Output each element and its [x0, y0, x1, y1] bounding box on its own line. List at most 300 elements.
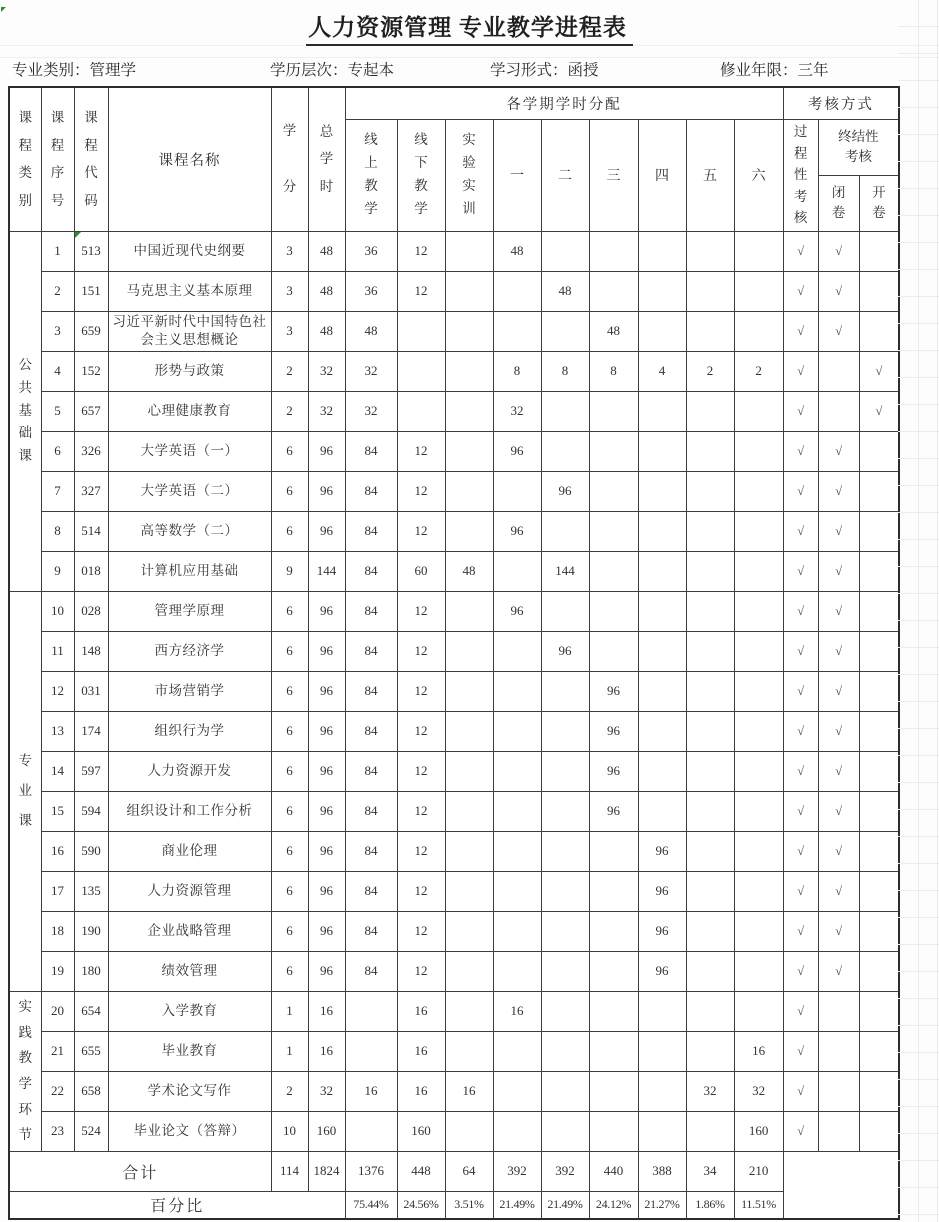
cell-sem-5 [686, 391, 734, 431]
cell-sem-3 [589, 831, 638, 871]
cell-open-check [859, 911, 899, 951]
cell-sem-2 [541, 911, 589, 951]
cell-course-name: 西方经济学 [108, 631, 271, 671]
cell-closed-check: √ [818, 751, 859, 791]
course-row [9, 1031, 899, 1071]
cell-lab-hours [445, 751, 493, 791]
cell-process-check: √ [783, 311, 818, 351]
cell-closed-check: √ [818, 511, 859, 551]
cell-sem-5 [686, 591, 734, 631]
cell-credits: 9 [271, 551, 308, 591]
cell-sem-2 [541, 311, 589, 351]
cell-sem-3 [589, 431, 638, 471]
page-title: 人力资源管理 专业教学进程表 [306, 9, 633, 46]
header-semester-2: 二 [541, 119, 589, 231]
cell-credits: 6 [271, 911, 308, 951]
header-lab-training [445, 119, 493, 231]
cell-sem-3: 96 [589, 791, 638, 831]
cell-total-hours: 96 [308, 431, 345, 471]
cell-sem-1: 96 [493, 511, 541, 551]
cell-sem-5 [686, 231, 734, 271]
cell-sem-1 [493, 631, 541, 671]
cell-sem-3 [589, 1111, 638, 1151]
cell-code: 151 [74, 271, 108, 311]
total-value: 1376 [345, 1151, 397, 1191]
cell-credits: 3 [271, 271, 308, 311]
cell-sem-5 [686, 911, 734, 951]
cell-sem-3 [589, 631, 638, 671]
cell-sem-4 [638, 551, 686, 591]
cell-process-check: √ [783, 671, 818, 711]
cell-lab-hours [445, 351, 493, 391]
cell-lab-hours [445, 471, 493, 511]
cell-sem-1 [493, 311, 541, 351]
header-open-book [859, 175, 899, 231]
cell-total-hours: 96 [308, 471, 345, 511]
cell-course-name: 心理健康教育 [108, 391, 271, 431]
cell-lab-hours [445, 591, 493, 631]
cell-online-hours: 16 [345, 1071, 397, 1111]
cell-credits: 6 [271, 671, 308, 711]
cell-open-check [859, 591, 899, 631]
cell-sem-5 [686, 991, 734, 1031]
cell-closed-check: √ [818, 671, 859, 711]
course-row [9, 1071, 899, 1111]
cell-course-name: 入学教育 [108, 991, 271, 1031]
cell-sem-3 [589, 551, 638, 591]
cell-seq: 17 [41, 871, 74, 911]
cell-lab-hours [445, 1111, 493, 1151]
cell-seq: 7 [41, 471, 74, 511]
cell-sem-1: 96 [493, 431, 541, 471]
cell-credits: 2 [271, 1071, 308, 1111]
cell-seq: 6 [41, 431, 74, 471]
header-offline-label: 线下教学 [414, 132, 428, 216]
header-online-teaching [345, 119, 397, 231]
cell-sem-4: 96 [638, 831, 686, 871]
cell-course-name: 形势与政策 [108, 351, 271, 391]
cell-sem-2 [541, 871, 589, 911]
course-row [9, 351, 899, 391]
cell-sem-2: 96 [541, 631, 589, 671]
cell-sem-4: 96 [638, 871, 686, 911]
cell-closed-check: √ [818, 471, 859, 511]
total-value: 388 [638, 1151, 686, 1191]
header-total-hours-label: 总学时 [319, 123, 334, 195]
cell-closed-check: √ [818, 871, 859, 911]
cell-sem-3: 8 [589, 351, 638, 391]
cell-sem-5 [686, 631, 734, 671]
cell-online-hours: 84 [345, 711, 397, 751]
cell-sem-1 [493, 1031, 541, 1071]
cell-sem-2: 48 [541, 271, 589, 311]
cell-lab-hours [445, 431, 493, 471]
cell-code: 590 [74, 831, 108, 871]
info-education-level [270, 58, 394, 80]
cell-seq: 13 [41, 711, 74, 751]
cell-sem-1: 32 [493, 391, 541, 431]
cell-closed-check: √ [818, 911, 859, 951]
cell-open-check [859, 431, 899, 471]
cell-seq: 21 [41, 1031, 74, 1071]
info-value: 函授 [567, 62, 599, 79]
cell-sem-2 [541, 991, 589, 1031]
header-semester-4: 四 [638, 119, 686, 231]
cell-credits: 6 [271, 711, 308, 751]
category-label: 实践教学环节 [18, 999, 32, 1143]
cell-code: 594 [74, 791, 108, 831]
cell-seq: 9 [41, 551, 74, 591]
cell-sem-6 [734, 311, 783, 351]
cell-offline-hours: 12 [397, 831, 445, 871]
cell-sem-5 [686, 431, 734, 471]
cell-offline-hours: 160 [397, 1111, 445, 1151]
cell-process-check: √ [783, 391, 818, 431]
cell-sem-4 [638, 631, 686, 671]
cell-code: 659 [74, 311, 108, 351]
cell-offline-hours: 12 [397, 671, 445, 711]
header-course-name: 课程名称 [108, 87, 271, 231]
cell-sem-2: 144 [541, 551, 589, 591]
total-label: 合计 [9, 1151, 271, 1191]
cell-sem-3 [589, 1071, 638, 1111]
cell-lab-hours [445, 511, 493, 551]
cell-total-hours: 96 [308, 951, 345, 991]
course-row [9, 391, 899, 431]
cell-closed-check: √ [818, 231, 859, 271]
cell-sem-1 [493, 791, 541, 831]
course-rows [9, 231, 899, 1151]
header-semester-5: 五 [686, 119, 734, 231]
cell-closed-check [818, 991, 859, 1031]
cell-process-check: √ [783, 871, 818, 911]
cell-sem-4 [638, 471, 686, 511]
cell-credits: 6 [271, 831, 308, 871]
cell-open-check [859, 671, 899, 711]
cell-lab-hours [445, 631, 493, 671]
category-cell [9, 991, 41, 1151]
cell-online-hours: 48 [345, 311, 397, 351]
cell-open-check [859, 551, 899, 591]
header-course-category [9, 87, 41, 231]
cell-total-hours: 96 [308, 751, 345, 791]
cell-course-name: 人力资源开发 [108, 751, 271, 791]
cell-online-hours: 84 [345, 471, 397, 511]
cell-open-check [859, 511, 899, 551]
cell-sem-5 [686, 511, 734, 551]
cell-course-name: 马克思主义基本原理 [108, 271, 271, 311]
cell-process-check: √ [783, 551, 818, 591]
percent-value: 24.56% [397, 1191, 445, 1219]
cell-sem-5 [686, 951, 734, 991]
cell-closed-check [818, 1111, 859, 1151]
cell-code: 327 [74, 471, 108, 511]
cell-code: 326 [74, 431, 108, 471]
cell-sem-2 [541, 431, 589, 471]
cell-offline-hours: 12 [397, 631, 445, 671]
header-open-book-label: 开卷 [872, 184, 886, 220]
cell-sem-5 [686, 311, 734, 351]
cell-process-check: √ [783, 711, 818, 751]
cell-offline-hours: 12 [397, 751, 445, 791]
cell-lab-hours [445, 1031, 493, 1071]
cell-sem-2 [541, 231, 589, 271]
percent-value: 3.51% [445, 1191, 493, 1219]
cell-sem-1 [493, 1071, 541, 1111]
cell-sem-1 [493, 951, 541, 991]
cell-credits: 2 [271, 391, 308, 431]
cell-credits: 6 [271, 511, 308, 551]
cell-sem-3 [589, 951, 638, 991]
category-label: 公共基础课 [18, 356, 32, 464]
cell-total-hours: 96 [308, 511, 345, 551]
cell-sem-2 [541, 511, 589, 551]
course-row [9, 231, 899, 271]
cell-process-check: √ [783, 831, 818, 871]
cell-seq: 12 [41, 671, 74, 711]
percent-row [9, 1191, 899, 1219]
info-value: 三年 [797, 62, 829, 79]
cell-sem-4 [638, 1031, 686, 1071]
cell-total-hours: 96 [308, 631, 345, 671]
info-study-form [490, 58, 599, 80]
cell-closed-check [818, 1031, 859, 1071]
cell-open-check [859, 871, 899, 911]
header-closed-book-label: 闭卷 [831, 184, 846, 220]
curriculum-table [8, 86, 900, 1220]
cell-sem-5 [686, 551, 734, 591]
cell-total-hours: 160 [308, 1111, 345, 1151]
cell-course-name: 绩效管理 [108, 951, 271, 991]
cell-sem-5 [686, 791, 734, 831]
cell-closed-check: √ [818, 591, 859, 631]
course-row [9, 591, 899, 631]
cell-open-check [859, 751, 899, 791]
cell-code: 031 [74, 671, 108, 711]
cell-course-name: 学术论文写作 [108, 1071, 271, 1111]
cell-offline-hours: 16 [397, 1071, 445, 1111]
cell-course-name: 毕业论文（答辩） [108, 1111, 271, 1151]
cell-course-name: 毕业教育 [108, 1031, 271, 1071]
cell-open-check [859, 471, 899, 511]
cell-total-hours: 144 [308, 551, 345, 591]
cell-seq: 8 [41, 511, 74, 551]
cell-lab-hours [445, 951, 493, 991]
info-value: 管理学 [89, 62, 137, 79]
cell-process-check: √ [783, 471, 818, 511]
cell-sem-3 [589, 471, 638, 511]
cell-sem-5 [686, 1111, 734, 1151]
cell-lab-hours: 16 [445, 1071, 493, 1111]
cell-open-check [859, 271, 899, 311]
cell-sem-3 [589, 871, 638, 911]
cell-process-check: √ [783, 271, 818, 311]
cell-total-hours: 96 [308, 671, 345, 711]
cell-code: 597 [74, 751, 108, 791]
cell-process-check: √ [783, 431, 818, 471]
cell-sem-5 [686, 1031, 734, 1071]
cell-total-hours: 48 [308, 311, 345, 351]
cell-sem-1: 96 [493, 591, 541, 631]
cell-closed-check [818, 351, 859, 391]
cell-sem-5 [686, 831, 734, 871]
cell-sem-3 [589, 391, 638, 431]
cell-sem-2 [541, 791, 589, 831]
cell-sem-4 [638, 791, 686, 831]
header-course-code [74, 87, 108, 231]
cell-code: 152 [74, 351, 108, 391]
cell-seq: 15 [41, 791, 74, 831]
course-row [9, 751, 899, 791]
cell-open-check [859, 1031, 899, 1071]
cell-seq: 10 [41, 591, 74, 631]
cell-course-name: 计算机应用基础 [108, 551, 271, 591]
cell-closed-check: √ [818, 711, 859, 751]
cell-online-hours: 84 [345, 871, 397, 911]
cell-sem-3 [589, 991, 638, 1031]
cell-course-name: 中国近现代史纲要 [108, 231, 271, 271]
percent-value: 75.44% [345, 1191, 397, 1219]
cell-sem-4 [638, 591, 686, 631]
cell-sem-4 [638, 511, 686, 551]
cell-offline-hours: 12 [397, 951, 445, 991]
percent-value: 11.51% [734, 1191, 783, 1219]
cell-closed-check: √ [818, 551, 859, 591]
cell-process-check: √ [783, 1071, 818, 1111]
cell-code: 148 [74, 631, 108, 671]
cell-online-hours: 84 [345, 831, 397, 871]
cell-lab-hours [445, 311, 493, 351]
cell-sem-6 [734, 591, 783, 631]
header-credits-label: 学分 [282, 122, 297, 195]
cell-sem-4 [638, 1111, 686, 1151]
cell-offline-hours: 16 [397, 1031, 445, 1071]
cell-online-hours: 84 [345, 751, 397, 791]
cell-offline-hours: 12 [397, 471, 445, 511]
cell-seq: 20 [41, 991, 74, 1031]
cell-sem-6: 16 [734, 1031, 783, 1071]
cell-sem-5 [686, 871, 734, 911]
cell-online-hours: 36 [345, 271, 397, 311]
cell-process-check: √ [783, 991, 818, 1031]
program-info-row [8, 52, 931, 86]
cell-online-hours [345, 1111, 397, 1151]
header-semester-6: 六 [734, 119, 783, 231]
info-major-category [12, 58, 136, 80]
cell-course-name: 市场营销学 [108, 671, 271, 711]
cell-course-name: 组织设计和工作分析 [108, 791, 271, 831]
cell-sem-2 [541, 1111, 589, 1151]
cell-sem-4 [638, 271, 686, 311]
cell-online-hours: 84 [345, 951, 397, 991]
header-total-hours [308, 87, 345, 231]
total-value: 64 [445, 1151, 493, 1191]
cell-credits: 2 [271, 351, 308, 391]
cell-sem-2: 8 [541, 351, 589, 391]
cell-lab-hours [445, 231, 493, 271]
header-semester-3: 三 [589, 119, 638, 231]
cell-code: 514 [74, 511, 108, 551]
cell-offline-hours [397, 391, 445, 431]
cell-sem-2 [541, 391, 589, 431]
header-credits [271, 87, 308, 231]
cell-sem-6 [734, 751, 783, 791]
percent-value: 1.86% [686, 1191, 734, 1219]
cell-lab-hours: 48 [445, 551, 493, 591]
header-semester-allocation: 各学期学时分配 [345, 87, 783, 119]
cell-code: 180 [74, 951, 108, 991]
cell-sem-4 [638, 751, 686, 791]
cell-sem-5: 2 [686, 351, 734, 391]
cell-open-check [859, 311, 899, 351]
cell-seq: 22 [41, 1071, 74, 1111]
header-process-assessment [783, 119, 818, 231]
cell-total-hours: 32 [308, 351, 345, 391]
cell-closed-check: √ [818, 271, 859, 311]
cell-sem-6 [734, 271, 783, 311]
cell-open-check [859, 951, 899, 991]
cell-sem-1 [493, 911, 541, 951]
cell-process-check: √ [783, 231, 818, 271]
cell-sem-6: 2 [734, 351, 783, 391]
cell-seq: 4 [41, 351, 74, 391]
cell-total-hours: 48 [308, 231, 345, 271]
cell-sem-5 [686, 471, 734, 511]
cell-offline-hours: 12 [397, 231, 445, 271]
cell-offline-hours: 12 [397, 711, 445, 751]
cell-online-hours [345, 991, 397, 1031]
cell-closed-check: √ [818, 431, 859, 471]
cell-sem-6 [734, 991, 783, 1031]
course-row [9, 791, 899, 831]
cell-code: 657 [74, 391, 108, 431]
cell-sem-3 [589, 911, 638, 951]
cell-sem-6 [734, 631, 783, 671]
info-label: 修业年限： [720, 62, 798, 79]
cell-sem-1 [493, 671, 541, 711]
cell-sem-1 [493, 871, 541, 911]
cell-seq: 14 [41, 751, 74, 791]
cell-offline-hours: 12 [397, 911, 445, 951]
header-lab-label: 实验实训 [462, 132, 476, 216]
cell-sem-4 [638, 711, 686, 751]
cell-offline-hours [397, 351, 445, 391]
cell-open-check [859, 231, 899, 271]
cell-online-hours: 84 [345, 551, 397, 591]
cell-lab-hours [445, 671, 493, 711]
cell-sem-5 [686, 271, 734, 311]
cell-sem-4 [638, 231, 686, 271]
cell-online-hours: 84 [345, 591, 397, 631]
margin-gridline-vertical [937, 0, 938, 1222]
cell-code: 190 [74, 911, 108, 951]
course-row [9, 991, 899, 1031]
header-final-label: 终结性考核 [838, 128, 879, 164]
header-semester-1: 一 [493, 119, 541, 231]
header-closed-book [818, 175, 859, 231]
cell-process-check: √ [783, 511, 818, 551]
cell-sem-4 [638, 391, 686, 431]
cell-seq: 11 [41, 631, 74, 671]
cell-credits: 6 [271, 471, 308, 511]
total-value: 448 [397, 1151, 445, 1191]
course-row [9, 911, 899, 951]
cell-sem-1 [493, 471, 541, 511]
cell-sem-6 [734, 431, 783, 471]
cell-process-check: √ [783, 631, 818, 671]
cell-sem-6 [734, 951, 783, 991]
cell-sem-6 [734, 791, 783, 831]
